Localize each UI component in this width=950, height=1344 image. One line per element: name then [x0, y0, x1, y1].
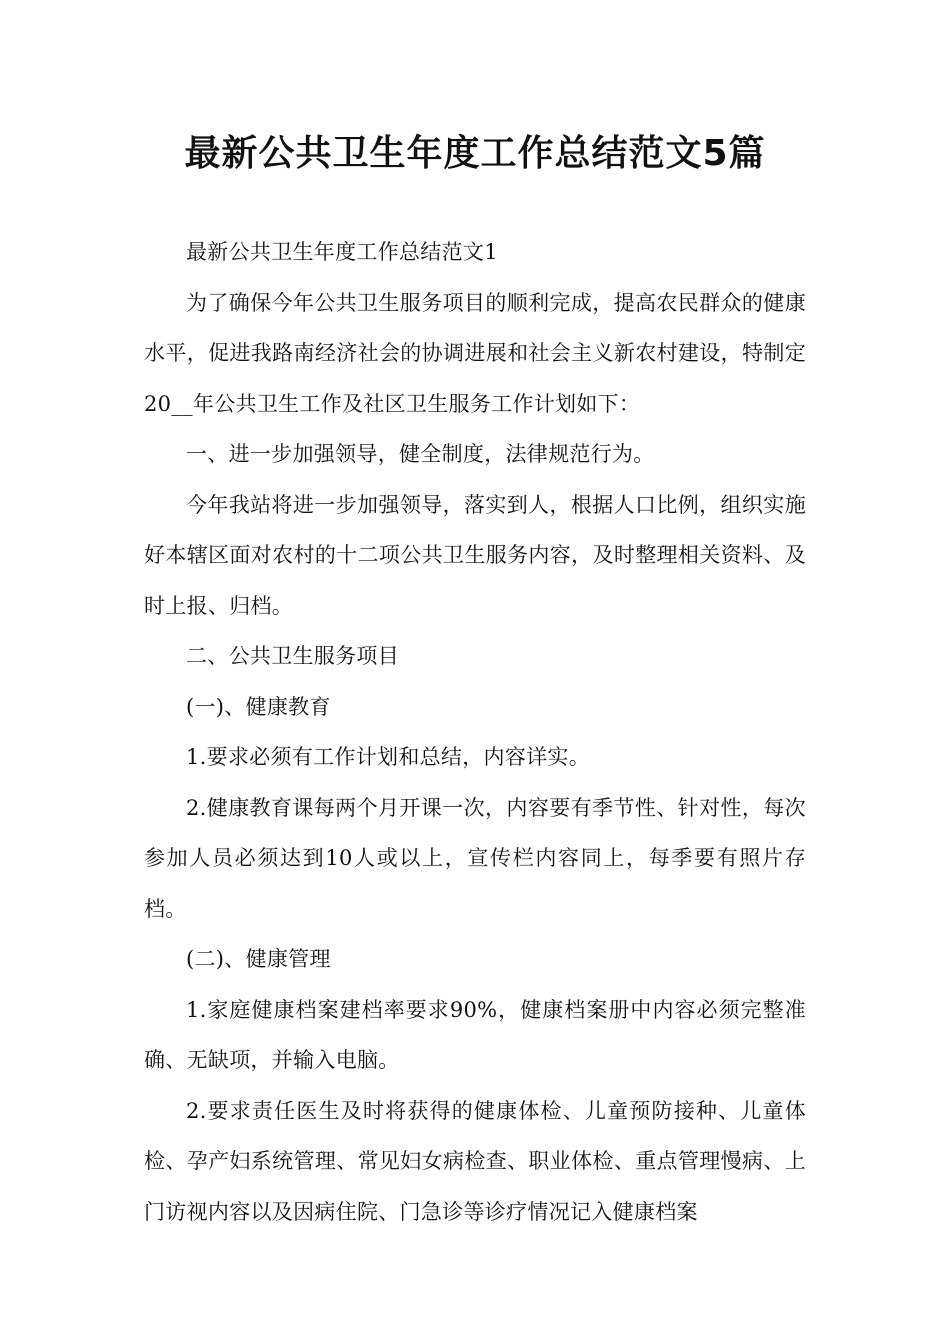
list-item: 1.家庭健康档案建档率要求90%，健康档案册中内容必须完整准确、无缺项，并输入电脑。: [144, 997, 806, 1072]
document-title: 最新公共卫生年度工作总结范文5篇: [184, 133, 766, 174]
section-heading: 最新公共卫生年度工作总结范文1: [186, 240, 498, 264]
subsection-heading: (一)、健康教育: [186, 694, 331, 719]
document-body: [144, 227, 806, 1237]
section-heading: 一、进一步加强领导，健全制度，法律规范行为。: [186, 442, 655, 466]
paragraph: 今年我站将进一步加强领导，落实到人，根据人口比例，组织实施好本辖区面对农村的十二项公共卫生服务内容，及时整理相关资料、及时上报、归档。: [144, 492, 806, 618]
subsection-heading: (二)、健康管理: [186, 947, 331, 971]
paragraph: 为了确保今年公共卫生服务项目的顺利完成，提高农民群众的健康水平，促进我路南经济社会的协调进展和社会主义新农村建设，特制定20__年公共卫生工作及社区卫生服务工作计划如下：: [144, 290, 806, 416]
list-item: 2.健康教育课每两个月开课一次，内容要有季节性、针对性，每次参加人员必须达到10人或以上，宣传栏内容同上，每季要有照片存档。: [144, 795, 806, 921]
list-item: 1.要求必须有工作计划和总结，内容详实。: [186, 745, 591, 769]
section-heading: 二、公共卫生服务项目: [186, 644, 399, 668]
list-item: 2.要求责任医生及时将获得的健康体检、儿童预防接种、儿童体检、孕产妇系统管理、常见妇女病检查、职业体检、重点管理慢病、上门访视内容以及因病住院、门急诊等诊疗情况记入健康档案: [144, 1098, 806, 1224]
